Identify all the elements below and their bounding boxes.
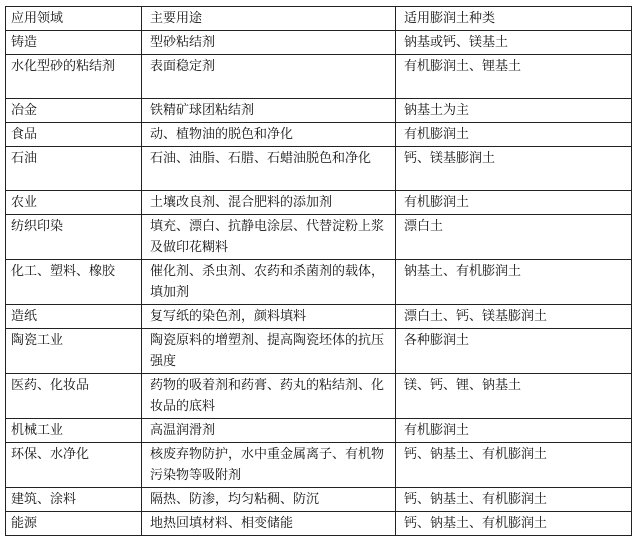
table-row — [6, 305, 632, 329]
cell-field: 化工、塑料、橡胶 — [6, 260, 142, 305]
cell-type: 钠基土为主 — [396, 99, 632, 123]
cell-use: 高温润滑剂 — [142, 419, 396, 443]
header-type: 适用膨润土种类 — [396, 7, 632, 31]
cell-use: 动、植物油的脱色和净化 — [142, 123, 396, 147]
cell-use: 催化剂、杀虫剂、农药和杀菌剂的载体，填加剂 — [142, 260, 396, 305]
table-row — [6, 260, 632, 305]
cell-type: 钙、钠基土、有机膨润土 — [396, 512, 632, 536]
cell-field: 陶瓷工业 — [6, 329, 142, 374]
table-row — [6, 512, 632, 536]
cell-type: 有机膨润土 — [396, 419, 632, 443]
cell-type: 钠基或钙、镁基土 — [396, 31, 632, 55]
cell-use: 型砂粘结剂 — [142, 31, 396, 55]
header-field: 应用领域 — [6, 7, 142, 31]
cell-field: 铸造 — [6, 31, 142, 55]
cell-type: 钙、钠基土、有机膨润土 — [396, 443, 632, 488]
cell-use: 土壤改良剂、混合肥料的添加剂 — [142, 191, 396, 215]
table-row — [6, 99, 632, 123]
table-header-row — [6, 7, 632, 31]
table-row — [6, 488, 632, 512]
cell-field: 冶金 — [6, 99, 142, 123]
cell-field: 农业 — [6, 191, 142, 215]
bentonite-application-table — [5, 6, 632, 536]
table-row — [6, 55, 632, 99]
cell-field: 水化型砂的粘结剂 — [6, 55, 142, 99]
cell-type: 有机膨润土、锂基土 — [396, 55, 632, 99]
table-container — [5, 6, 632, 536]
cell-type: 钙、镁基膨润土 — [396, 147, 632, 191]
table-row — [6, 374, 632, 419]
cell-field: 纺织印染 — [6, 215, 142, 260]
cell-type: 钙、钠基土、有机膨润土 — [396, 488, 632, 512]
cell-field: 食品 — [6, 123, 142, 147]
cell-use: 核废弃物防护，水中重金属离子、有机物污染物等吸附剂 — [142, 443, 396, 488]
cell-use: 药物的吸着剂和药膏、药丸的粘结剂、化妆品的底料 — [142, 374, 396, 419]
table-row — [6, 147, 632, 191]
cell-use: 复写纸的染色剂，颜料填料 — [142, 305, 396, 329]
cell-type: 有机膨润土 — [396, 123, 632, 147]
header-use: 主要用途 — [142, 7, 396, 31]
cell-type: 各种膨润土 — [396, 329, 632, 374]
table-row — [6, 329, 632, 374]
table-row — [6, 123, 632, 147]
cell-use: 隔热、防渗，均匀粘稠、防沉 — [142, 488, 396, 512]
cell-type: 漂白土、钙、镁基膨润土 — [396, 305, 632, 329]
table-row — [6, 419, 632, 443]
cell-type: 镁、钙、锂、钠基土 — [396, 374, 632, 419]
table-row — [6, 31, 632, 55]
cell-use: 陶瓷原料的增塑剂、提高陶瓷坯体的抗压强度 — [142, 329, 396, 374]
cell-field: 石油 — [6, 147, 142, 191]
cell-use: 填充、漂白、抗静电涂层、代替淀粉上浆及做印花糊料 — [142, 215, 396, 260]
cell-field: 建筑、涂料 — [6, 488, 142, 512]
cell-use: 铁精矿球团粘结剂 — [142, 99, 396, 123]
cell-type: 钠基土、有机膨润土 — [396, 260, 632, 305]
cell-field: 机械工业 — [6, 419, 142, 443]
cell-type: 有机膨润土 — [396, 191, 632, 215]
table-row — [6, 443, 632, 488]
table-row — [6, 215, 632, 260]
cell-field: 造纸 — [6, 305, 142, 329]
cell-field: 医药、化妆品 — [6, 374, 142, 419]
table-row — [6, 191, 632, 215]
cell-type: 漂白土 — [396, 215, 632, 260]
cell-use: 表面稳定剂 — [142, 55, 396, 99]
cell-field: 能源 — [6, 512, 142, 536]
cell-field: 环保、水净化 — [6, 443, 142, 488]
cell-use: 地热回填材料、相变储能 — [142, 512, 396, 536]
cell-use: 石油、油脂、石腊、石蜡油脱色和净化 — [142, 147, 396, 191]
